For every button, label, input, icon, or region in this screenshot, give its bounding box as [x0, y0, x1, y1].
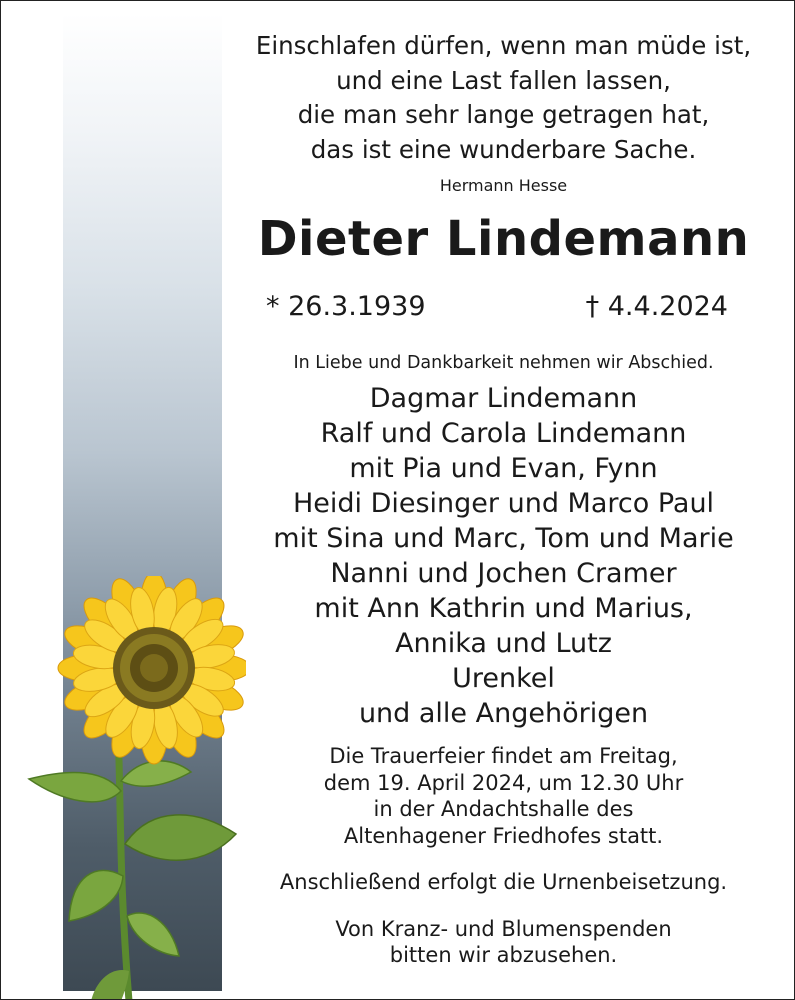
family-line: Nanni und Jochen Cramer: [330, 558, 677, 589]
family-line: mit Ann Kathrin und Marius,: [314, 593, 693, 624]
family-line: Annika und Lutz: [395, 628, 612, 659]
service-line: in der Andachtshalle des: [373, 797, 634, 821]
service-line: dem 19. April 2024, um 12.30 Uhr: [323, 770, 684, 795]
flowers-line: Von Kranz- und Blumenspenden: [335, 916, 672, 941]
family-line: Ralf und Carola Lindemann: [320, 418, 687, 449]
death-date: † 4.4.2024: [585, 291, 728, 322]
flowers-line: bitten wir abzusehen.: [389, 943, 618, 967]
family-line: Dagmar Lindemann: [369, 383, 638, 414]
family-line: mit Sina und Marc, Tom und Marie: [273, 523, 734, 554]
family-line: Urenkel: [452, 663, 555, 694]
sunflower-image: [21, 576, 246, 1000]
family-line: und alle Angehörigen: [358, 698, 649, 729]
service-info: [231, 743, 776, 849]
poem-author: Hermann Hesse: [439, 176, 568, 195]
poem-line: das ist eine wunderbare Sache.: [310, 134, 697, 164]
urn-burial-text: Anschließend erfolgt die Urnenbeisetzung.: [279, 870, 728, 894]
life-dates: [231, 287, 776, 327]
text-column: [231, 29, 776, 969]
poem: [231, 29, 776, 167]
service-line: Die Trauerfeier findet am Freitag,: [329, 744, 678, 768]
service-line: Altenhagener Friedhofes statt.: [343, 823, 664, 848]
family-line: Heidi Diesinger und Marco Paul: [292, 488, 715, 519]
poem-line: Einschlafen dürfen, wenn man müde ist,: [255, 31, 752, 60]
family-line: mit Pia und Evan, Fynn: [349, 453, 658, 484]
birth-date: * 26.3.1939: [266, 291, 426, 322]
deceased-name: Dieter Lindemann: [257, 211, 750, 267]
farewell-text: In Liebe und Dankbarkeit nehmen wir Abschied.: [293, 353, 714, 373]
poem-line: und eine Last fallen lassen,: [336, 65, 671, 95]
poem-line: die man sehr lange getragen hat,: [297, 100, 710, 129]
family-list: [231, 381, 776, 731]
flowers-notice: [231, 916, 776, 969]
